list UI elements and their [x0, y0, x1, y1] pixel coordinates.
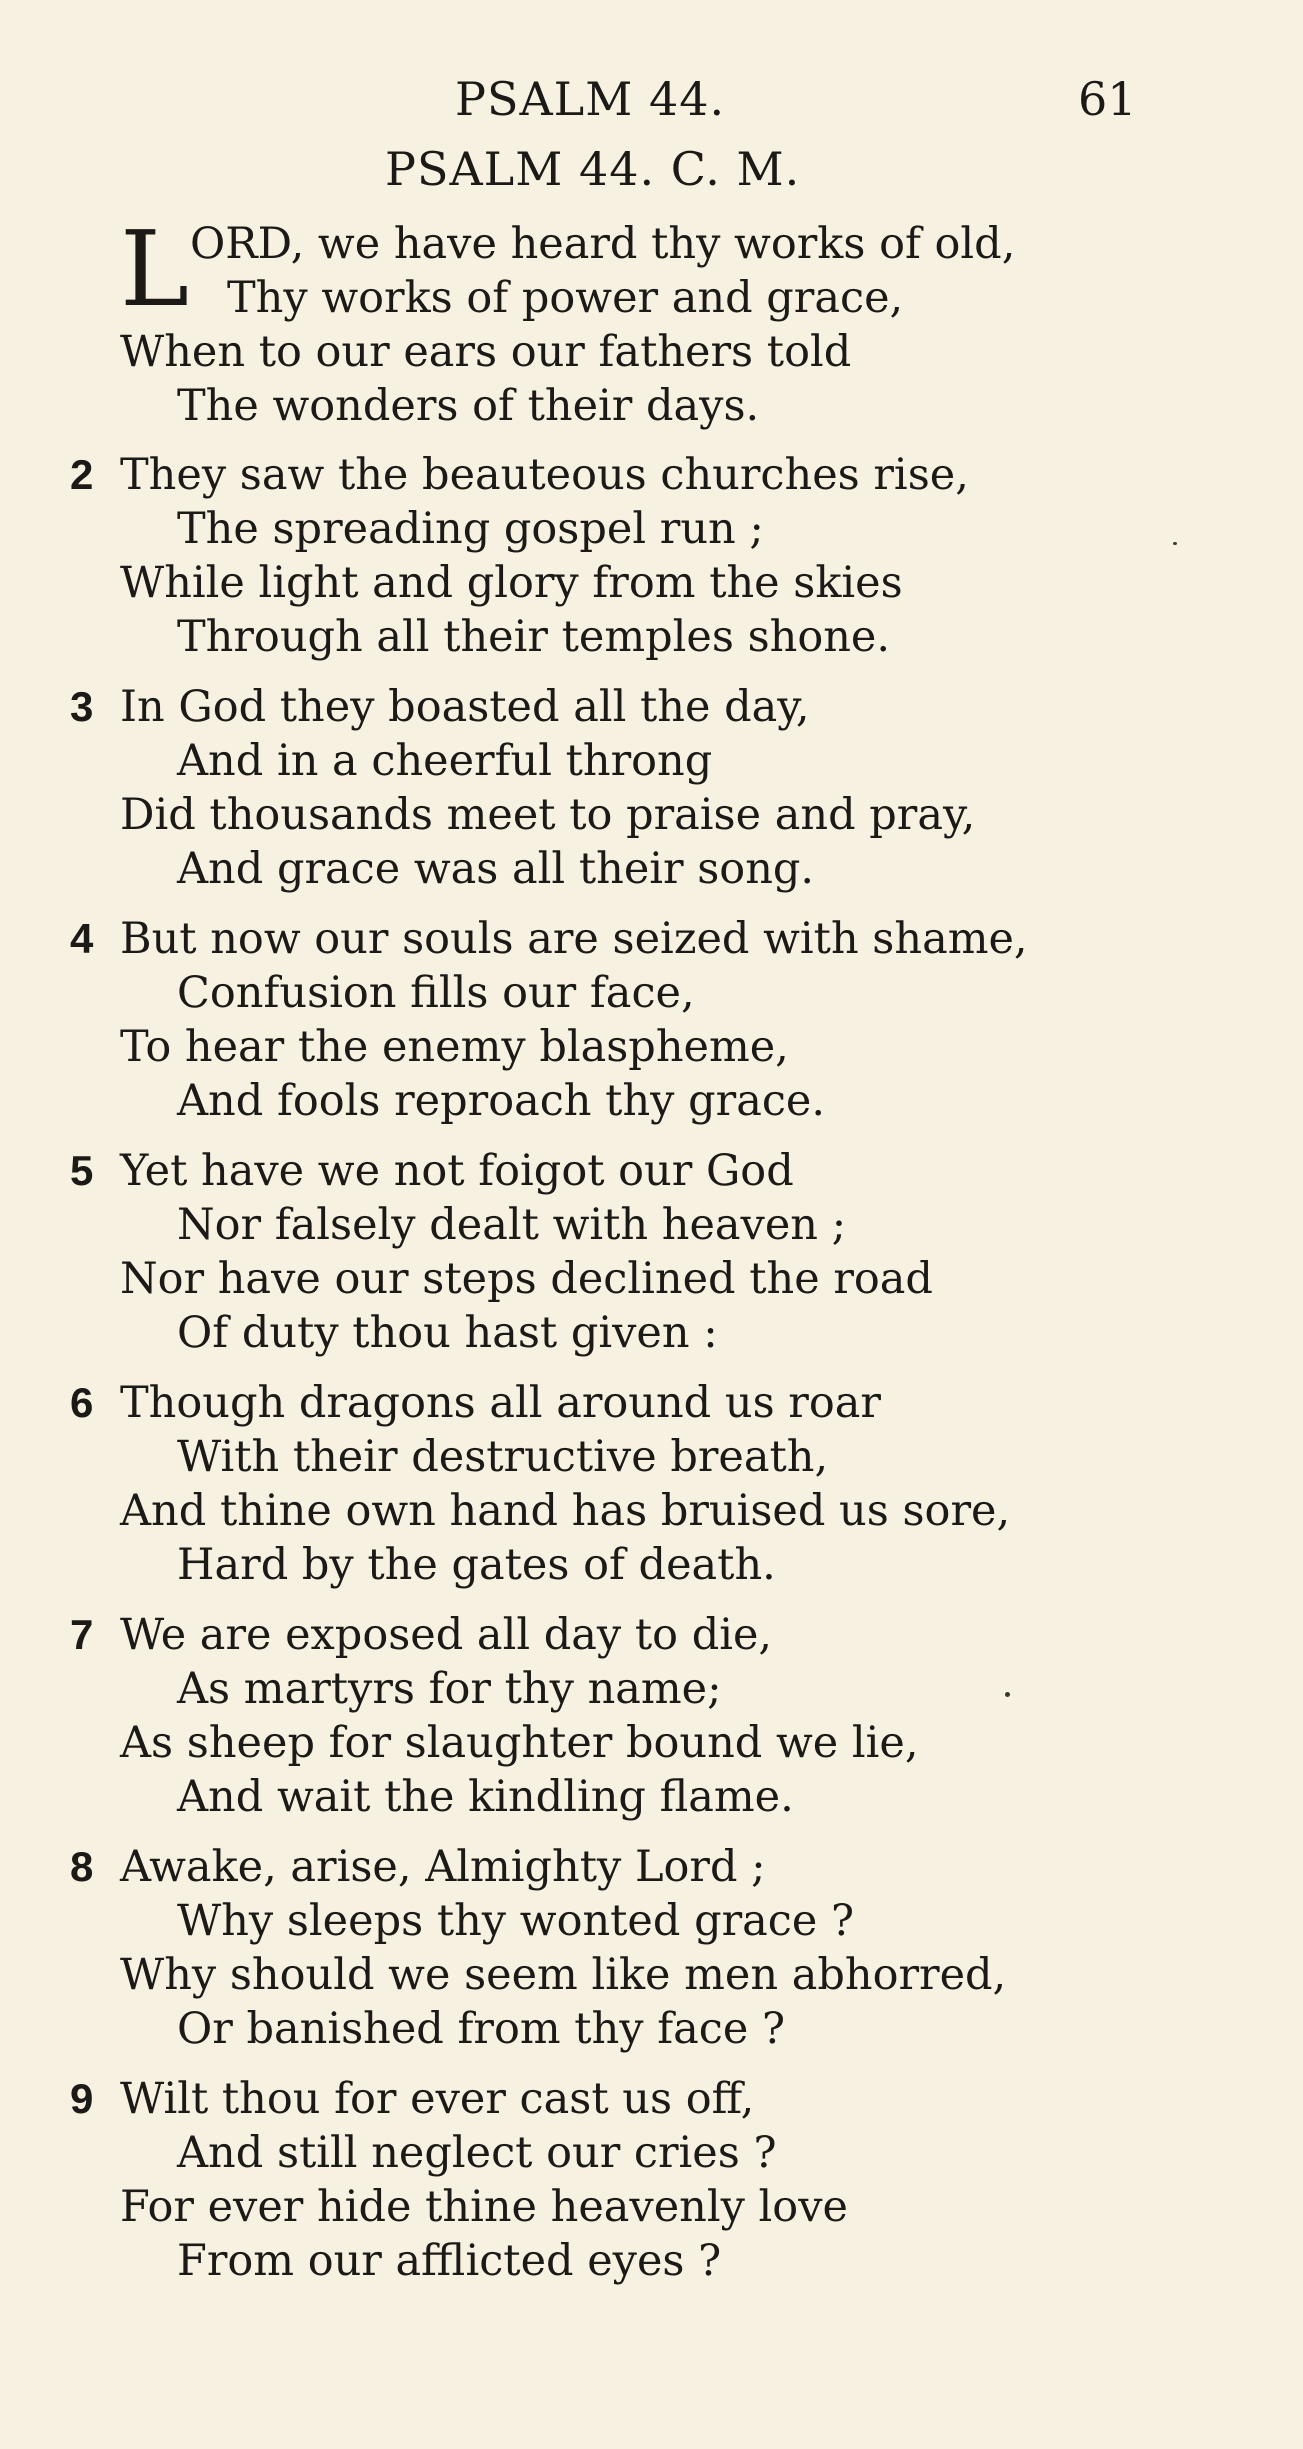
drop-cap: L	[120, 208, 190, 330]
verse-line-text: To hear the enemy blaspheme,	[120, 1022, 789, 1072]
verse-line-text: For ever hide thine heavenly love	[120, 2182, 848, 2232]
verse-line	[70, 966, 1230, 1020]
running-head: PSALM 44.	[455, 72, 726, 126]
verse-line-text: And still neglect our cries ?	[177, 2128, 777, 2178]
verse-line-text: As sheep for slaughter bound we lie,	[120, 1718, 919, 1768]
verse-line	[70, 1662, 1230, 1716]
verse-line	[70, 1716, 1230, 1770]
verse-line	[70, 502, 1230, 556]
stanza-8	[70, 1840, 1230, 2056]
verse-line	[70, 912, 1230, 966]
verse-line-text: Yet have we not foigot our God	[120, 1146, 794, 1196]
stanza-3	[70, 680, 1230, 896]
verse-number: 9	[70, 2075, 94, 2122]
verse-line-text: Confusion fills our face,	[177, 968, 695, 1018]
verse-line-text: And fools reproach thy grace.	[177, 1076, 826, 1126]
verse-line	[70, 1770, 1230, 1824]
verse-line	[70, 1894, 1230, 1948]
verse-line-text: As martyrs for thy name;	[177, 1664, 722, 1714]
verse-number: 7	[70, 1611, 94, 1658]
print-speck	[1173, 542, 1177, 545]
verse-line-text: In God they boasted all the day,	[120, 682, 810, 732]
page-number: 61	[1078, 72, 1137, 126]
verse-line-text: Awake, arise, Almighty Lord ;	[120, 1842, 766, 1892]
verse-line	[70, 556, 1230, 610]
verse-line	[70, 1430, 1230, 1484]
verse-line	[70, 271, 1230, 325]
verse-line-text: And in a cheerful throng	[177, 736, 713, 786]
verse-line	[70, 379, 1230, 433]
verse-line	[70, 788, 1230, 842]
verse-line	[70, 1484, 1230, 1538]
verse-line	[70, 1948, 1230, 2002]
verse-line	[70, 1020, 1230, 1074]
verse-line-text: Of duty thou hast given :	[177, 1308, 718, 1358]
verse-line-text: While light and glory from the skies	[120, 558, 903, 608]
print-speck	[1005, 1692, 1010, 1697]
verse-line	[70, 448, 1230, 502]
verse-line-text: The wonders of their days.	[177, 381, 760, 431]
stanza-5	[70, 1144, 1230, 1360]
verse-line-text: And grace was all their song.	[177, 844, 815, 894]
verse-line	[70, 1252, 1230, 1306]
psalm-title: PSALM 44. C. M.	[385, 142, 801, 196]
verse-line	[70, 1376, 1230, 1430]
verse-line-text: The spreading gospel run ;	[177, 504, 764, 554]
verse-line	[70, 680, 1230, 734]
verse-line-text: Nor falsely dealt with heaven ;	[177, 1200, 847, 1250]
verse-line-text: When to our ears our fathers told	[120, 327, 852, 377]
verse-line-text: Through all their temples shone.	[177, 612, 891, 662]
verse-line-text: Why should we seem like men abhorred,	[120, 1950, 1007, 2000]
verse-line-text: ORD, we have heard thy works of old,	[190, 219, 1016, 269]
stanza-9	[70, 2072, 1230, 2288]
verse-line	[70, 325, 1230, 379]
verse-line-text: They saw the beauteous churches rise,	[120, 450, 969, 500]
verse-line	[70, 2072, 1230, 2126]
verse-line	[70, 842, 1230, 896]
verse-line-text: We are exposed all day to die,	[120, 1610, 773, 1660]
verse-line	[70, 1198, 1230, 1252]
verse-line-text: From our afflicted eyes ?	[177, 2236, 722, 2286]
verse-line-text: Nor have our steps declined the road	[120, 1254, 933, 1304]
verse-line-text: But now our souls are seized with shame,	[120, 914, 1028, 964]
verse-line	[70, 610, 1230, 664]
verse-number: 3	[70, 683, 94, 730]
verse-line	[70, 2126, 1230, 2180]
verse-line	[70, 1144, 1230, 1198]
stanza-1	[70, 208, 1230, 433]
verse-line	[70, 1306, 1230, 1360]
verse-line-text: Did thousands meet to praise and pray,	[120, 790, 976, 840]
verse-line-text: Though dragons all around us roar	[120, 1378, 881, 1428]
verse-line	[70, 1608, 1230, 1662]
verse-line-text: Thy works of power and grace,	[227, 273, 904, 323]
verse-line	[70, 1074, 1230, 1128]
verse-line-text: With their destructive breath,	[177, 1432, 829, 1482]
verse-line-text: And thine own hand has bruised us sore,	[120, 1486, 1011, 1536]
verse-line	[70, 2002, 1230, 2056]
verse-line-text: Or banished from thy face ?	[177, 2004, 786, 2054]
verse-number: 2	[70, 451, 94, 498]
stanza-6	[70, 1376, 1230, 1592]
verse-number: 6	[70, 1379, 94, 1426]
stanza-7	[70, 1608, 1230, 1824]
verse-line-text: Hard by the gates of death.	[177, 1540, 776, 1590]
verse-number: 4	[70, 915, 94, 962]
verse-number: 8	[70, 1843, 94, 1890]
stanza-2	[70, 448, 1230, 664]
verse-line	[70, 2234, 1230, 2288]
stanza-4	[70, 912, 1230, 1128]
verse-line	[70, 1840, 1230, 1894]
verse-line	[70, 1538, 1230, 1592]
verse-number: 5	[70, 1147, 94, 1194]
verse-line-text: Why sleeps thy wonted grace ?	[177, 1896, 855, 1946]
verse-line-text: And wait the kindling flame.	[177, 1772, 794, 1822]
verse-line-text: Wilt thou for ever cast us off,	[120, 2074, 755, 2124]
verse-line	[70, 734, 1230, 788]
verse-line	[70, 2180, 1230, 2234]
